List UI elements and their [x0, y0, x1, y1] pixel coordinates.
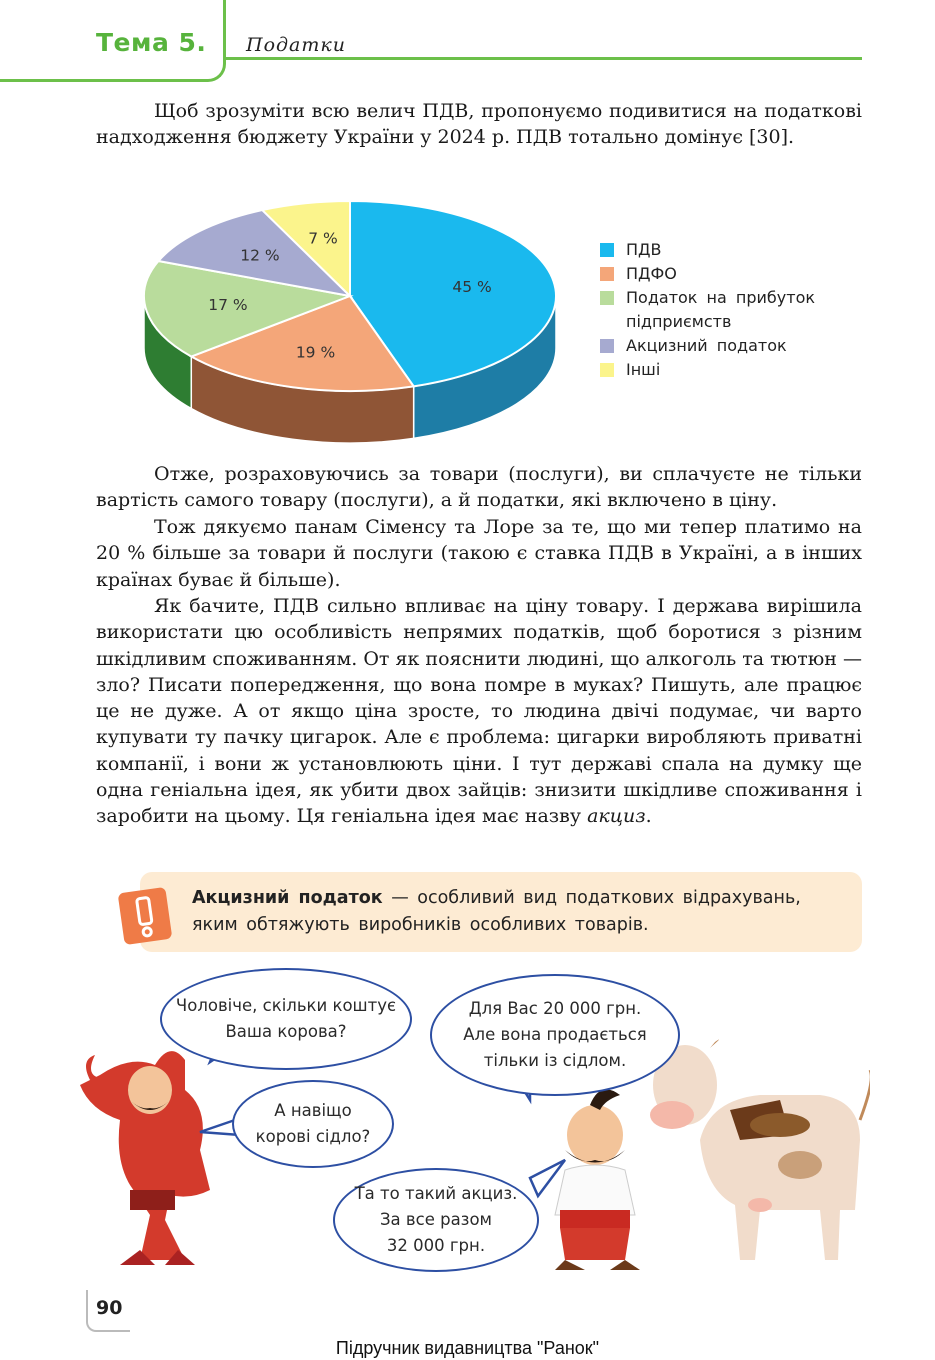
legend-label-1: ПДФО	[626, 264, 677, 283]
bubble-2-line-3: тільки із сідлом.	[483, 1051, 627, 1070]
chart-legend	[600, 238, 866, 382]
legend-item-0	[600, 238, 866, 262]
pie-label-1: 19 %	[295, 343, 336, 362]
pie-label-2: 17 %	[208, 296, 248, 315]
legend-swatch-4	[600, 363, 614, 377]
publisher-footer: Підручник видавництва "Ранок"	[335, 1338, 600, 1358]
paragraph-1: Отже, розраховуючись за товари (послуги), ви сплачуєте не тільки вартість самого товару (послуги), а й податки, які включено в ціну.	[96, 463, 862, 512]
paragraph-3-end: .	[645, 805, 652, 828]
definition-term: Акцизний податок	[192, 888, 383, 908]
bubble-1-line-1: Чоловіче, скільки коштує	[175, 996, 397, 1015]
pie-chart	[120, 188, 580, 450]
cow-figure	[650, 1039, 870, 1260]
legend-label-3: Акцизний податок	[626, 336, 787, 355]
bubble-1-line-2: Ваша корова?	[225, 1022, 347, 1041]
speech-bubble-3	[232, 1080, 394, 1168]
bubble-3-line-2: корові сідло?	[255, 1127, 371, 1146]
paragraph-3-text: Як бачите, ПДВ сильно впливає на ціну товару. І держава вирішила використати цю особливість непрямих податків, щоб боротися з різним шкідливим споживанням. От як пояснити людині, що алкоголь та тютюн — зло? Писати попередження, що вона помре в муках? Пишуть, але працює це не дуже. А от якщо ціна зросте, то людина двічі подумає, чи варто купувати ту пачку цигарок. Але є проблема: цигарки виробляють приватні компанії, і вони ж установлюють ціни. І тут державі спала на думку ще одна геніальна ідея, як убити двох зайців: знизити шкідливе споживання і заробити на цьому. Ця геніальна ідея має назву	[96, 595, 862, 828]
legend-label-2: Податок на прибуток підприємств	[626, 288, 816, 331]
page-number: 90	[96, 1297, 123, 1319]
bubble-4-line-3: 32 000 грн.	[386, 1236, 486, 1255]
speech-bubble-4	[333, 1168, 539, 1272]
topic-title: Податки	[246, 34, 346, 56]
legend-label-0: ПДВ	[626, 240, 662, 259]
bubble-4-line-2: За все разом	[379, 1210, 492, 1229]
paragraph-3	[96, 593, 862, 830]
intro-paragraph: Щоб зрозуміти всю велич ПДВ, пропонуємо подивитися на податкові надходження бюджету України у 2024 р. ПДВ тотально домінує [30].	[96, 100, 862, 149]
legend-item-4	[600, 358, 866, 382]
bubble-3-line-1: А навіщо	[274, 1101, 352, 1120]
pie-label-4: 7 %	[308, 229, 338, 248]
speech-bubble-2	[430, 974, 680, 1096]
legend-swatch-2	[600, 291, 614, 305]
cossack-center-figure	[555, 1089, 640, 1270]
speech-bubble-1	[160, 968, 412, 1070]
exclamation-icon	[118, 887, 173, 945]
pie-label-3: 12 %	[240, 246, 280, 265]
legend-label-4: Інші	[626, 360, 661, 379]
legend-swatch-3	[600, 339, 614, 353]
cossack-left-figure	[80, 1051, 210, 1265]
topic-number: Тема 5.	[96, 28, 207, 57]
term-akcyz: акциз	[587, 805, 646, 828]
header-rule	[226, 57, 862, 60]
paragraph-2: Тож дякуємо панам Сіменсу та Лоре за те, що ми тепер платимо на 20 % більше за товари й послуги (такою є ставка ПДВ в Україні, а в інших країнах буває й більше).	[96, 516, 862, 591]
legend-item-1	[600, 262, 866, 286]
legend-swatch-0	[600, 243, 614, 257]
legend-swatch-1	[600, 267, 614, 281]
definition-text	[192, 885, 842, 939]
bubble-2-line-1: Для Вас 20 000 грн.	[468, 999, 642, 1018]
definition-body: — особливий вид податкових відрахувань, яким обтяжують виробників особливих товарів.	[192, 888, 801, 935]
pie-label-0: 45 %	[452, 277, 492, 296]
legend-item-2	[600, 286, 866, 334]
legend-item-3	[600, 334, 866, 358]
bubble-2-line-2: Але вона продається	[463, 1025, 647, 1044]
bubble-4-line-1: Та то такий акциз.	[354, 1184, 518, 1203]
